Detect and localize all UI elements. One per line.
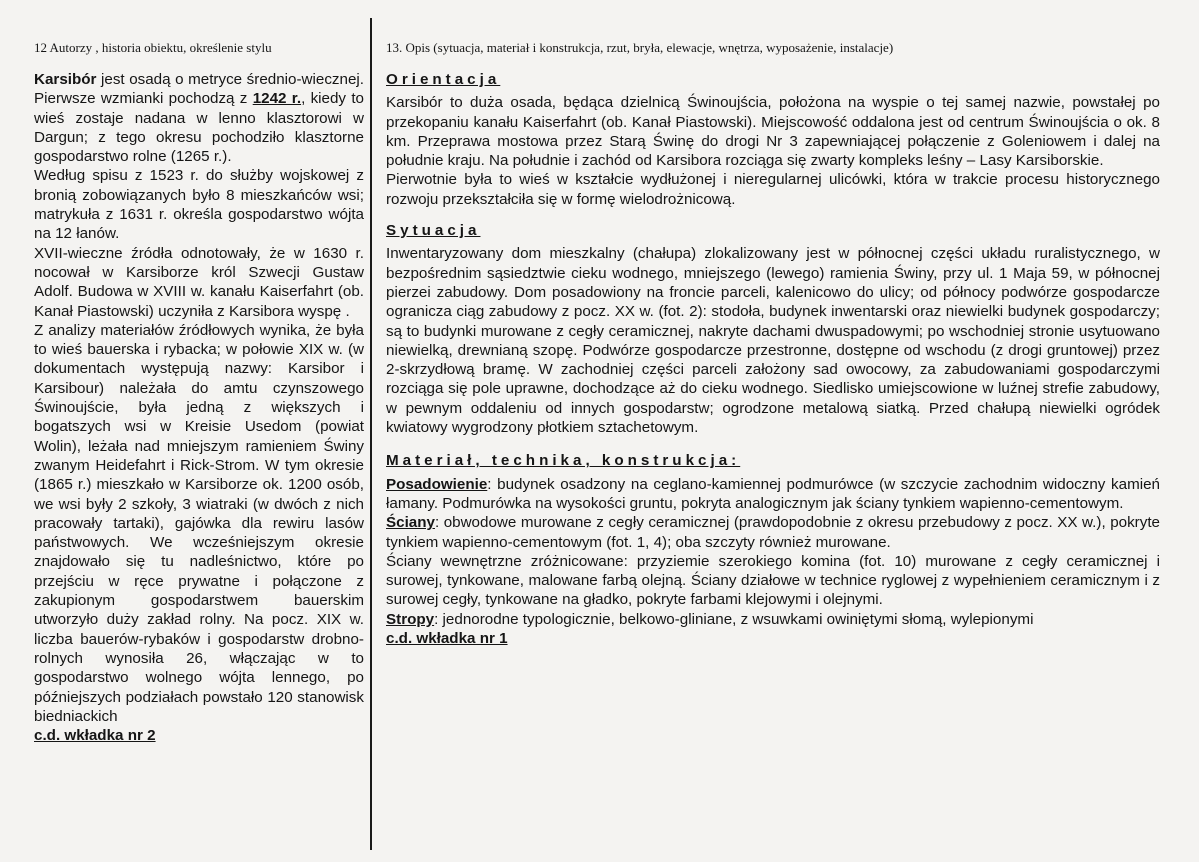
left-column: [34, 40, 364, 745]
posadowienie-paragraph: [386, 475, 1160, 514]
orientacja-heading: Orientacja: [386, 71, 501, 88]
history-paragraph-2: Według spisu z 1523 r. do służby wojskowej z bronią zobowiązanych było 8 mieszkańców wsi; matrykuła z 1631 r. określa gospodarstwo wójta na 12 łanów.: [34, 167, 364, 243]
sciany-label: Ściany: [386, 514, 435, 532]
left-continuation: c.d. wkładka nr 2: [34, 727, 156, 745]
left-column-header: 12 Autorzy , historia obiektu, określenie stylu: [34, 40, 272, 55]
sciany-wewnetrzne-paragraph: Ściany wewnętrzne zróżnicowane: przyziemie szerokiego komina (fot. 10) murowane z cegły ceramicznej i surowej, tynkowane, malowane farbą olejną. Ściany działowe w technice ryglowej z wypełnieniem ceramicznym i z surowej cegły, tynkowane na gładko, pokryte farbami klejowymi i olejnymi.: [386, 552, 1160, 609]
sciany-text: : obwodowe murowane z cegły ceramicznej (prawdopodobnie z okresu przebudowy z pocz. XX w.), pokryte tynkiem wapienno-cementowym (fot. 1, 4); oba szczyty również murowane.: [386, 514, 1160, 551]
history-text-a: jest osadą o metryce średnio-wiecznej. Pierwsze wzmianki pochodzą z: [34, 71, 364, 108]
column-divider: [370, 18, 372, 850]
history-text-b: , kiedy to wieś zostaje nadana w lenno klasztorowi w Dargun; z tego okresu pochodziło klasztorne gospodarstwo rolne (1265 r.).: [34, 90, 364, 166]
stropy-text: : jednorodne typologicznie, belkowo-gliniane, z wsuwkami owiniętymi słomą, wylepionymi: [434, 610, 1034, 628]
sytuacja-heading: Sytuacja: [386, 222, 481, 240]
stropy-paragraph: [386, 610, 1160, 629]
sciany-paragraph: [386, 513, 1160, 552]
right-column-header: 13. Opis (sytuacja, materiał i konstrukcja, rzut, bryła, elewacje, wnętrza, wyposażenie, instalacje): [386, 40, 894, 55]
year-1242: 1242 r.: [252, 90, 302, 108]
posadowienie-label: Posadowienie: [386, 475, 488, 493]
orientacja-paragraph-1: Karsibór to duża osada, będąca dzielnicą Świnoujścia, położona na wyspie o tej samej nazwie, powstałej po przekopaniu kanału Kaiserfahrt (ob. Kanał Piastowski). Miejscowość oddalona jest od centrum Świnoujścia o ok. 8 km. Przeprawa mostowa przez Starą Świnę do drogi Nr 3 zapewniającej połączenie z Goleniowem i dalej na południe kraju. Na południe i zachód od Karsibora rozciąga się zwarty kompleks leśny – Lasy Karsiborskie.: [386, 94, 1160, 170]
orientacja-paragraph-2: Pierwotnie była to wieś w kształcie wydłużonej i nieregularnej ulicówki, która w trakcie procesu historycznego rozwoju przekształciła się w formę wielodrożnicową.: [386, 171, 1160, 208]
karsibor-lead: Karsibór: [34, 71, 97, 88]
history-paragraph-4: Z analizy materiałów źródłowych wynika, że była to wieś bauerska i rybacka; w połowie XIX w. (w dokumentach występują nazwy: Karsibor i Karsibour) należała do amtu czynszowego Świnoujście, była jedną z większych i bogatszych wsi w Kreisie Usedom (powiat Wolin), leżała nad mniejszym ramieniem Świny zwanym Heidefahrt i Rick-Strom. W tym okresie (1865 r.) mieszkało w Karsiborze ok. 1200 osób, we wsi były 2 szkoły, 3 wiatraki (w dwóch z nich pracowały tartaki), gajówka dla rewiru lasów państwowych. We wcześniejszym okresie znajdowało się tu nadleśnictwo, które po przejściu w ręce prywatne i połączone z zakupionym gospodarstwem bauerskim utworzyło duży zakład rolny. Na pocz. XIX w. liczba bauerów-rybaków i gospodarstw drobno-rolnych wynosiła 26, włączając w to gospodarstwo wolnego wójta lennego, po późniejszych podziałach powstało 120 stanowisk biedniackich: [34, 321, 364, 725]
right-column: [386, 40, 1160, 648]
stropy-label: Stropy: [386, 610, 435, 628]
right-continuation: c.d. wkładka nr 1: [386, 630, 508, 648]
material-heading: Materiał, technika, konstrukcja:: [386, 452, 741, 470]
sytuacja-paragraph: Inwentaryzowany dom mieszkalny (chałupa) zlokalizowany jest w północnej części układu ruralistycznego, w bezpośrednim sąsiedztwie cieku wodnego, mniejszego (lewego) ramienia Świny, przy ul. 1 Maja 59, w północnej pierzei zabudowy. Dom posadowiony na froncie parceli, kalenicowo do ulicy; od północy podwórze gospodarcze ogranicza ciąg zabudowy z pocz. XX w. (fot. 2): stodoła, budynek inwentarski oraz niewielki budynek gospodarczy; są to budynki murowane z cegły ceramicznej, nakryte dachami dwuspadowymi; po wschodniej stronie usytuowano niewielką, drewnianą szopę. Podwórze gospodarcze przestronne, dostępne od wschodu (z drogi gruntowej) przez 2-skrzydłową bramę. W zachodniej części parceli założony sad owocowy, za zabudowaniami gospodarczymi rozciąga się pole uprawne, dochodzące aż do cieku wodnego. Siedlisko umiejscowione w luźnej strefie zabudowy, w pewnym oddaleniu od innych gospodarstw; ogrodzone metalową siatką. Przed chałupą niewielki ogródek kwiatowy wygrodzony płotkiem sztachetowym.: [386, 245, 1160, 437]
posadowienie-text: : budynek osadzony na ceglano-kamiennej podmurówce (w szczycie zachodnim widoczny kamień łamany. Podmurówka na wysokości gruntu, pokryta analogicznym jak ściany tynkiem wapienno-cementowym.: [386, 475, 1160, 512]
history-paragraph-3: XVII-wieczne źródła odnotowały, że w 1630 r. nocował w Karsiborze król Szwecji Gustaw Adolf. Budowa w XVIII w. kanału Kaiserfahrt (ob. Kanał Piastowski) uczyniła z Karsibora wyspę .: [34, 244, 364, 320]
history-paragraph-1: [34, 70, 364, 166]
